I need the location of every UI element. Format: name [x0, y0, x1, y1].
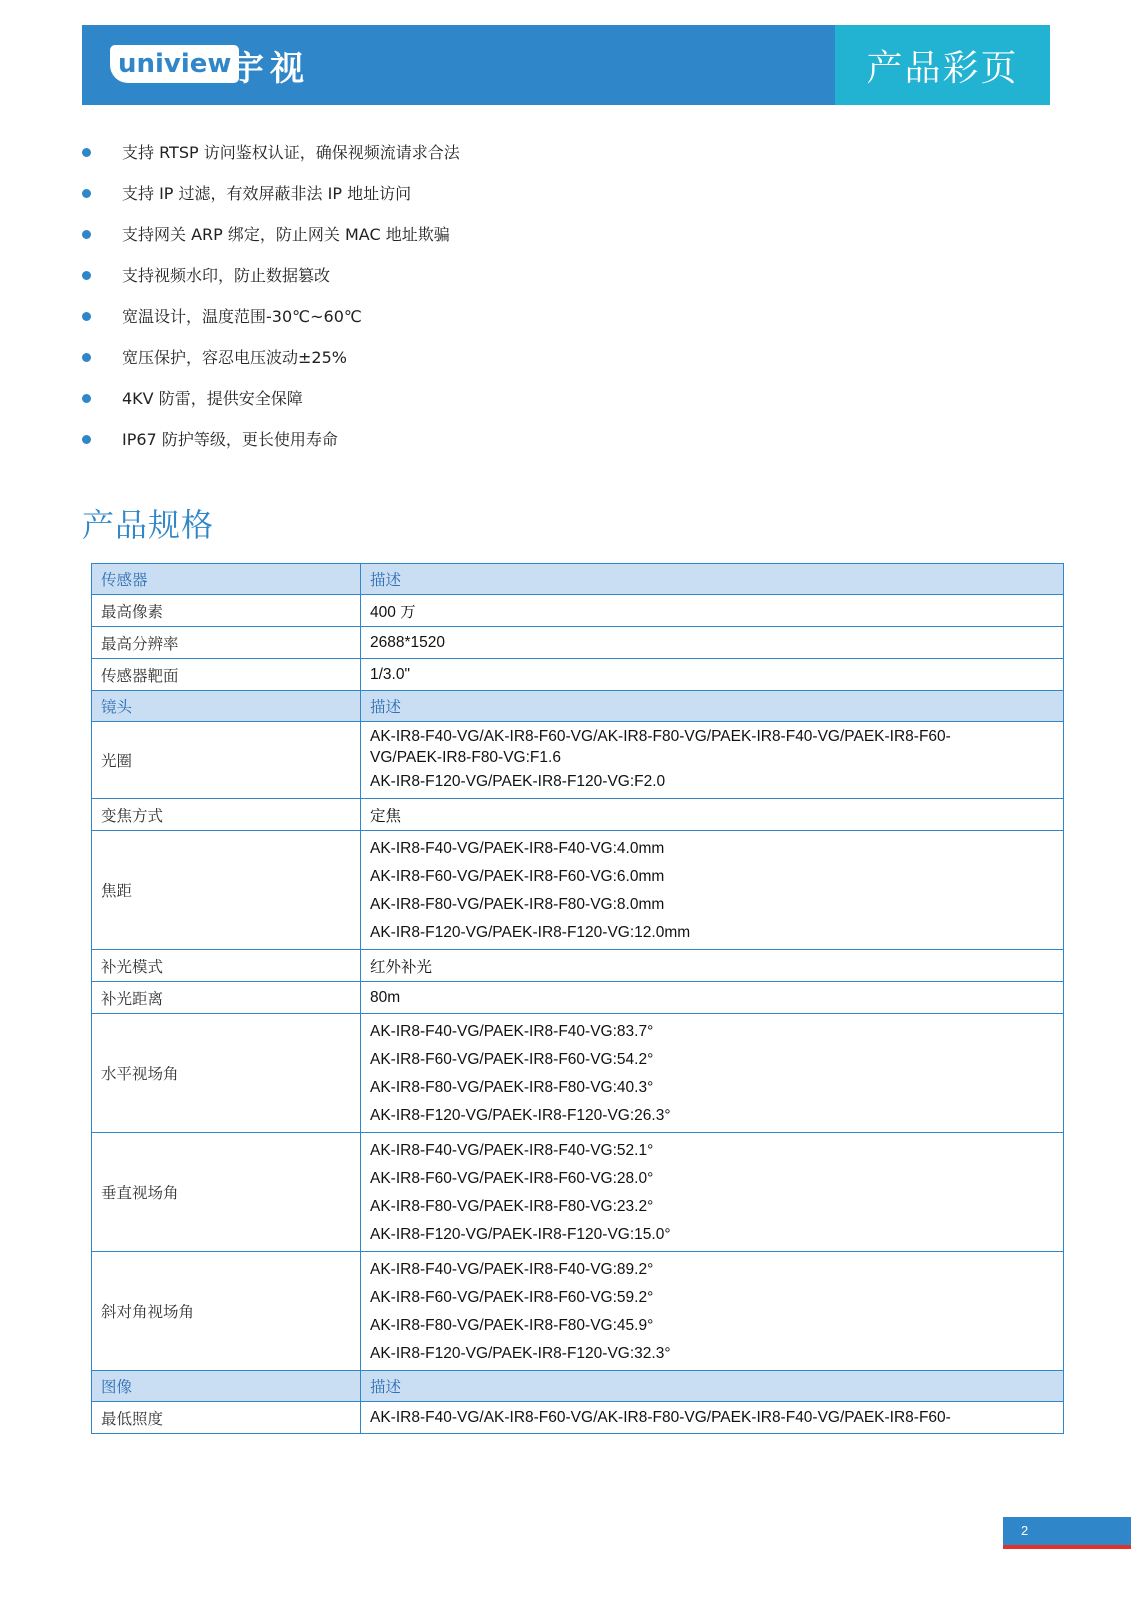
feature-text: 支持视频水印，防止数据篡改: [122, 266, 331, 285]
table-group-header: [92, 1371, 1064, 1402]
value-line: AK-IR8-F60-VG/PAEK-IR8-F60-VG:54.2°: [370, 1051, 654, 1068]
feature-item: [82, 255, 460, 296]
feature-item: [82, 132, 460, 173]
bullet-icon: [82, 189, 91, 198]
bullet-icon: [82, 148, 91, 157]
value-line: AK-IR8-F60-VG/PAEK-IR8-F60-VG:59.2°: [370, 1289, 654, 1306]
row-label: 光圈: [92, 722, 361, 799]
bullet-icon: [82, 230, 91, 239]
table-row: [92, 831, 1064, 950]
banner-title-area: [835, 25, 1050, 105]
table-row: [92, 595, 1064, 627]
feature-text: 宽压保护，容忍电压波动±25%: [122, 348, 347, 367]
row-label: 焦距: [92, 831, 361, 950]
table-row: [92, 1014, 1064, 1133]
bullet-icon: [82, 271, 91, 280]
table-row: [92, 1133, 1064, 1252]
feature-text: 支持 RTSP 访问鉴权认证，确保视频流请求合法: [122, 143, 460, 162]
group-header-label: 镜头: [92, 691, 361, 722]
group-header-desc: 描述: [361, 1371, 1064, 1402]
row-label: 最高像素: [92, 595, 361, 627]
table-row: [92, 722, 1064, 799]
feature-item: [82, 419, 460, 460]
row-value: 80m: [361, 982, 1064, 1014]
feature-list: [82, 132, 460, 460]
value-line: AK-IR8-F120-VG/PAEK-IR8-F120-VG:F2.0: [370, 773, 666, 790]
feature-item: [82, 173, 460, 214]
page-footer-accent: [1003, 1545, 1131, 1549]
feature-text: 宽温设计，温度范围-30℃~60℃: [122, 307, 362, 326]
logo-cn-text: 宇视: [230, 49, 310, 89]
value-line: AK-IR8-F40-VG/PAEK-IR8-F40-VG:4.0mm: [370, 840, 665, 857]
feature-text: 支持网关 ARP 绑定，防止网关 MAC 地址欺骗: [122, 225, 450, 244]
row-value: 红外补光: [361, 950, 1064, 982]
banner-brand-area: [82, 25, 835, 105]
group-header-label: 传感器: [92, 564, 361, 595]
bullet-icon: [82, 353, 91, 362]
row-label: 传感器靶面: [92, 659, 361, 691]
table-row: [92, 1402, 1064, 1434]
table-group-header: [92, 691, 1064, 722]
row-label: 补光距离: [92, 982, 361, 1014]
value-line: AK-IR8-F120-VG/PAEK-IR8-F120-VG:26.3°: [370, 1107, 671, 1124]
row-value: [361, 1252, 1064, 1371]
value-line: AK-IR8-F40-VG/PAEK-IR8-F40-VG:52.1°: [370, 1142, 654, 1159]
spec-table: [91, 563, 1064, 1434]
value-line: AK-IR8-F40-VG/PAEK-IR8-F40-VG:89.2°: [370, 1261, 654, 1278]
value-line: AK-IR8-F80-VG/PAEK-IR8-F80-VG:23.2°: [370, 1198, 654, 1215]
value-line: AK-IR8-F40-VG/AK-IR8-F60-VG/AK-IR8-F80-VG/PAEK-IR8-F40-VG/PAEK-IR8-F60-: [370, 728, 951, 745]
uniview-logo: [110, 45, 239, 83]
feature-item: [82, 337, 460, 378]
table-group-header: [92, 564, 1064, 595]
document-title: 产品彩页: [866, 47, 1019, 89]
table-row: [92, 627, 1064, 659]
section-title: 产品规格: [82, 506, 215, 544]
page-number: 2: [1003, 1517, 1131, 1545]
value-line: AK-IR8-F40-VG/PAEK-IR8-F40-VG:83.7°: [370, 1023, 654, 1040]
value-line: AK-IR8-F60-VG/PAEK-IR8-F60-VG:6.0mm: [370, 868, 665, 885]
row-value: [361, 831, 1064, 950]
table-row: [92, 950, 1064, 982]
header-banner: [82, 25, 1050, 105]
row-label: 垂直视场角: [92, 1133, 361, 1252]
row-label: 最高分辨率: [92, 627, 361, 659]
row-value: 定焦: [361, 799, 1064, 831]
feature-item: [82, 378, 460, 419]
feature-text: 4KV 防雷，提供安全保障: [122, 389, 303, 408]
row-label: 最低照度: [92, 1402, 361, 1434]
value-line: AK-IR8-F80-VG/PAEK-IR8-F80-VG:8.0mm: [370, 896, 665, 913]
row-value: 1/3.0": [361, 659, 1064, 691]
feature-item: [82, 214, 460, 255]
row-value: [361, 1133, 1064, 1252]
row-label: 变焦方式: [92, 799, 361, 831]
value-line: VG/PAEK-IR8-F80-VG:F1.6: [370, 749, 561, 766]
row-value: AK-IR8-F40-VG/AK-IR8-F60-VG/AK-IR8-F80-VG/PAEK-IR8-F40-VG/PAEK-IR8-F60-: [361, 1402, 1064, 1434]
row-value: [361, 722, 1064, 799]
table-row: [92, 1252, 1064, 1371]
table-row: [92, 799, 1064, 831]
bullet-icon: [82, 312, 91, 321]
table-row: [92, 659, 1064, 691]
row-label: 斜对角视场角: [92, 1252, 361, 1371]
group-header-desc: 描述: [361, 691, 1064, 722]
group-header-label: 图像: [92, 1371, 361, 1402]
bullet-icon: [82, 435, 91, 444]
row-label: 补光模式: [92, 950, 361, 982]
value-line: AK-IR8-F120-VG/PAEK-IR8-F120-VG:15.0°: [370, 1226, 671, 1243]
row-label: 水平视场角: [92, 1014, 361, 1133]
feature-item: [82, 296, 460, 337]
value-line: AK-IR8-F80-VG/PAEK-IR8-F80-VG:45.9°: [370, 1317, 654, 1334]
value-line: AK-IR8-F60-VG/PAEK-IR8-F60-VG:28.0°: [370, 1170, 654, 1187]
feature-text: 支持 IP 过滤，有效屏蔽非法 IP 地址访问: [122, 184, 412, 203]
bullet-icon: [82, 394, 91, 403]
row-value: [361, 1014, 1064, 1133]
row-value: 400 万: [361, 595, 1064, 627]
value-line: AK-IR8-F80-VG/PAEK-IR8-F80-VG:40.3°: [370, 1079, 654, 1096]
feature-text: IP67 防护等级，更长使用寿命: [122, 430, 338, 449]
logo-text: uniview: [118, 49, 232, 79]
row-value: 2688*1520: [361, 627, 1064, 659]
value-line: AK-IR8-F120-VG/PAEK-IR8-F120-VG:12.0mm: [370, 924, 691, 941]
table-row: [92, 982, 1064, 1014]
value-line: AK-IR8-F120-VG/PAEK-IR8-F120-VG:32.3°: [370, 1345, 671, 1362]
group-header-desc: 描述: [361, 564, 1064, 595]
